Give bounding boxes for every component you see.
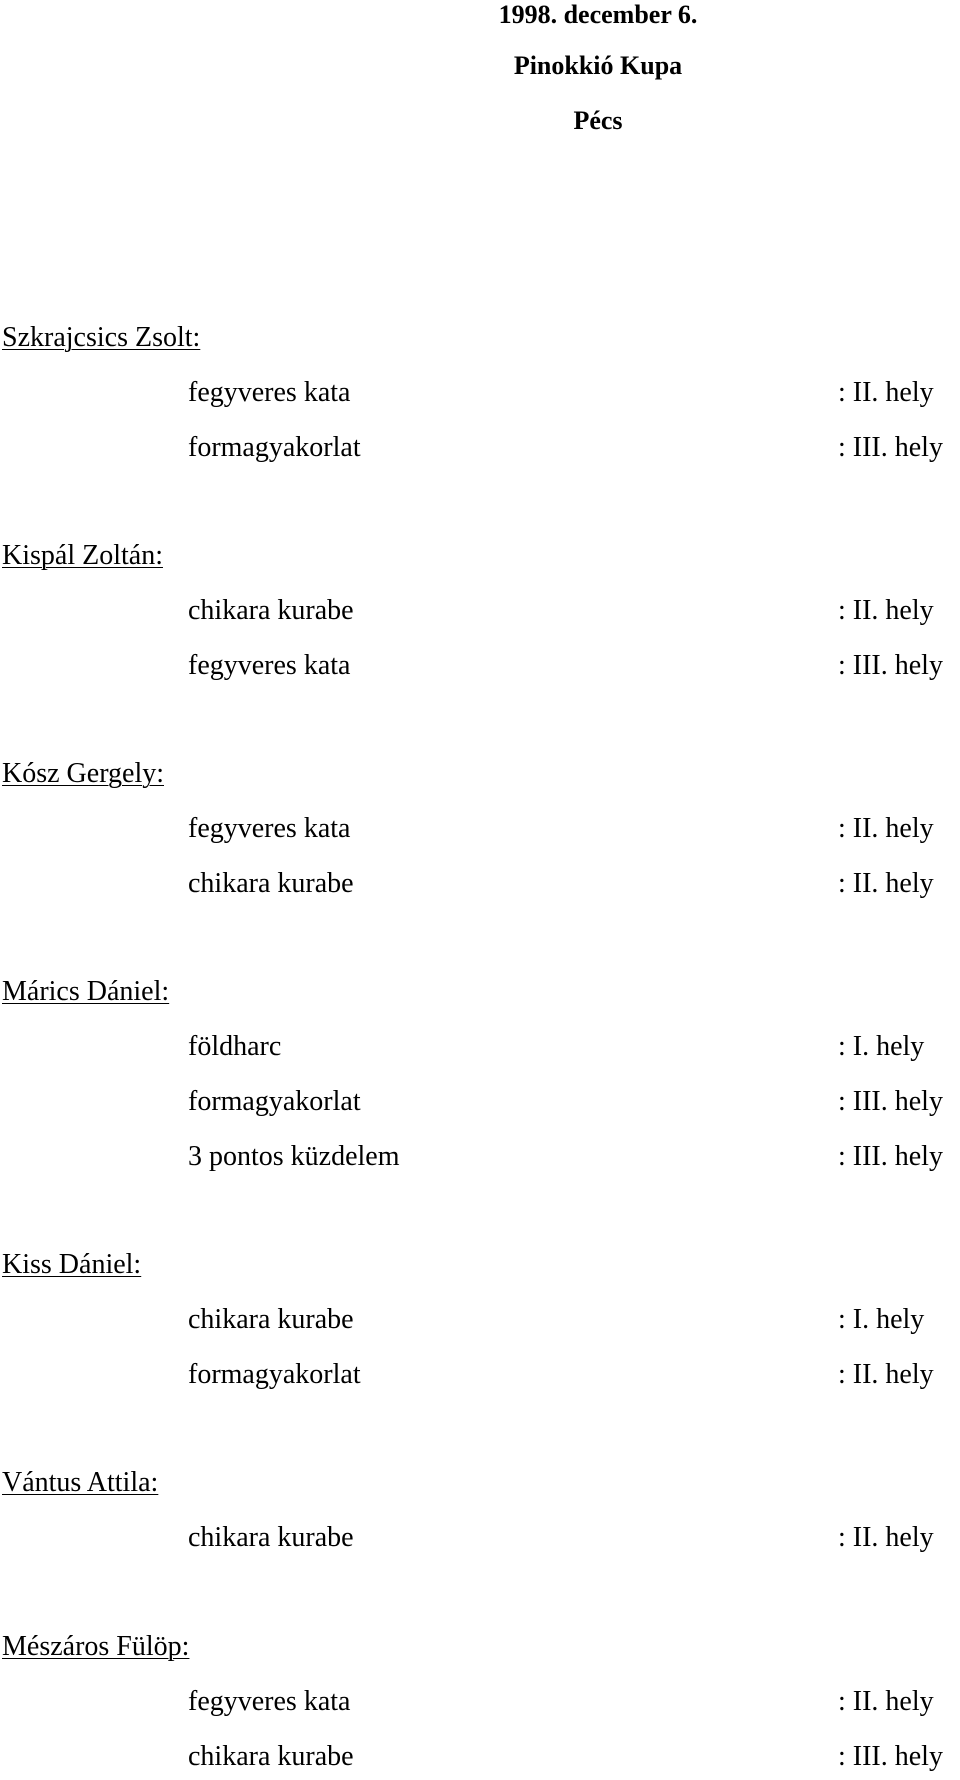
result-place: : III. hely (838, 1741, 943, 1772)
result-place: : III. hely (838, 650, 943, 681)
result-place: : III. hely (838, 1086, 943, 1117)
competitor-name: Mészáros Fülöp: (2, 1631, 190, 1662)
result-place: : II. hely (838, 868, 934, 899)
result-event: fegyveres kata (188, 1686, 351, 1717)
result-place: : II. hely (838, 813, 934, 844)
event-title: Pinokkió Kupa (513, 51, 683, 80)
result-event: 3 pontos küzdelem (188, 1141, 400, 1172)
result-place: : III. hely (838, 432, 943, 463)
result-event: chikara kurabe (188, 868, 354, 899)
result-event: fegyveres kata (188, 377, 351, 408)
competitor-name: Szkrajcsics Zsolt: (2, 322, 201, 353)
result-place: : II. hely (838, 595, 934, 626)
result-event: földharc (188, 1031, 282, 1062)
result-event: formagyakorlat (188, 1086, 361, 1117)
result-place: : II. hely (838, 1359, 934, 1390)
result-event: fegyveres kata (188, 650, 351, 681)
result-event: formagyakorlat (188, 432, 361, 463)
result-event: chikara kurabe (188, 1304, 354, 1335)
event-city: Pécs (573, 106, 623, 135)
competitor-name: Kiss Dániel: (2, 1249, 142, 1280)
result-place: : II. hely (838, 377, 934, 408)
competitor-name: Kósz Gergely: (2, 758, 164, 789)
result-place: : II. hely (838, 1522, 934, 1553)
result-place: : III. hely (838, 1141, 943, 1172)
competitor-name: Vántus Attila: (2, 1467, 159, 1498)
result-event: chikara kurabe (188, 595, 354, 626)
competitor-name: Márics Dániel: (2, 976, 170, 1007)
result-event: formagyakorlat (188, 1359, 361, 1390)
result-place: : II. hely (838, 1686, 934, 1717)
result-place: : I. hely (838, 1304, 925, 1335)
result-event: fegyveres kata (188, 813, 351, 844)
event-date: 1998. december 6. (498, 0, 698, 29)
result-event: chikara kurabe (188, 1522, 354, 1553)
result-place: : I. hely (838, 1031, 925, 1062)
result-event: chikara kurabe (188, 1741, 354, 1772)
competitor-name: Kispál Zoltán: (2, 540, 163, 571)
